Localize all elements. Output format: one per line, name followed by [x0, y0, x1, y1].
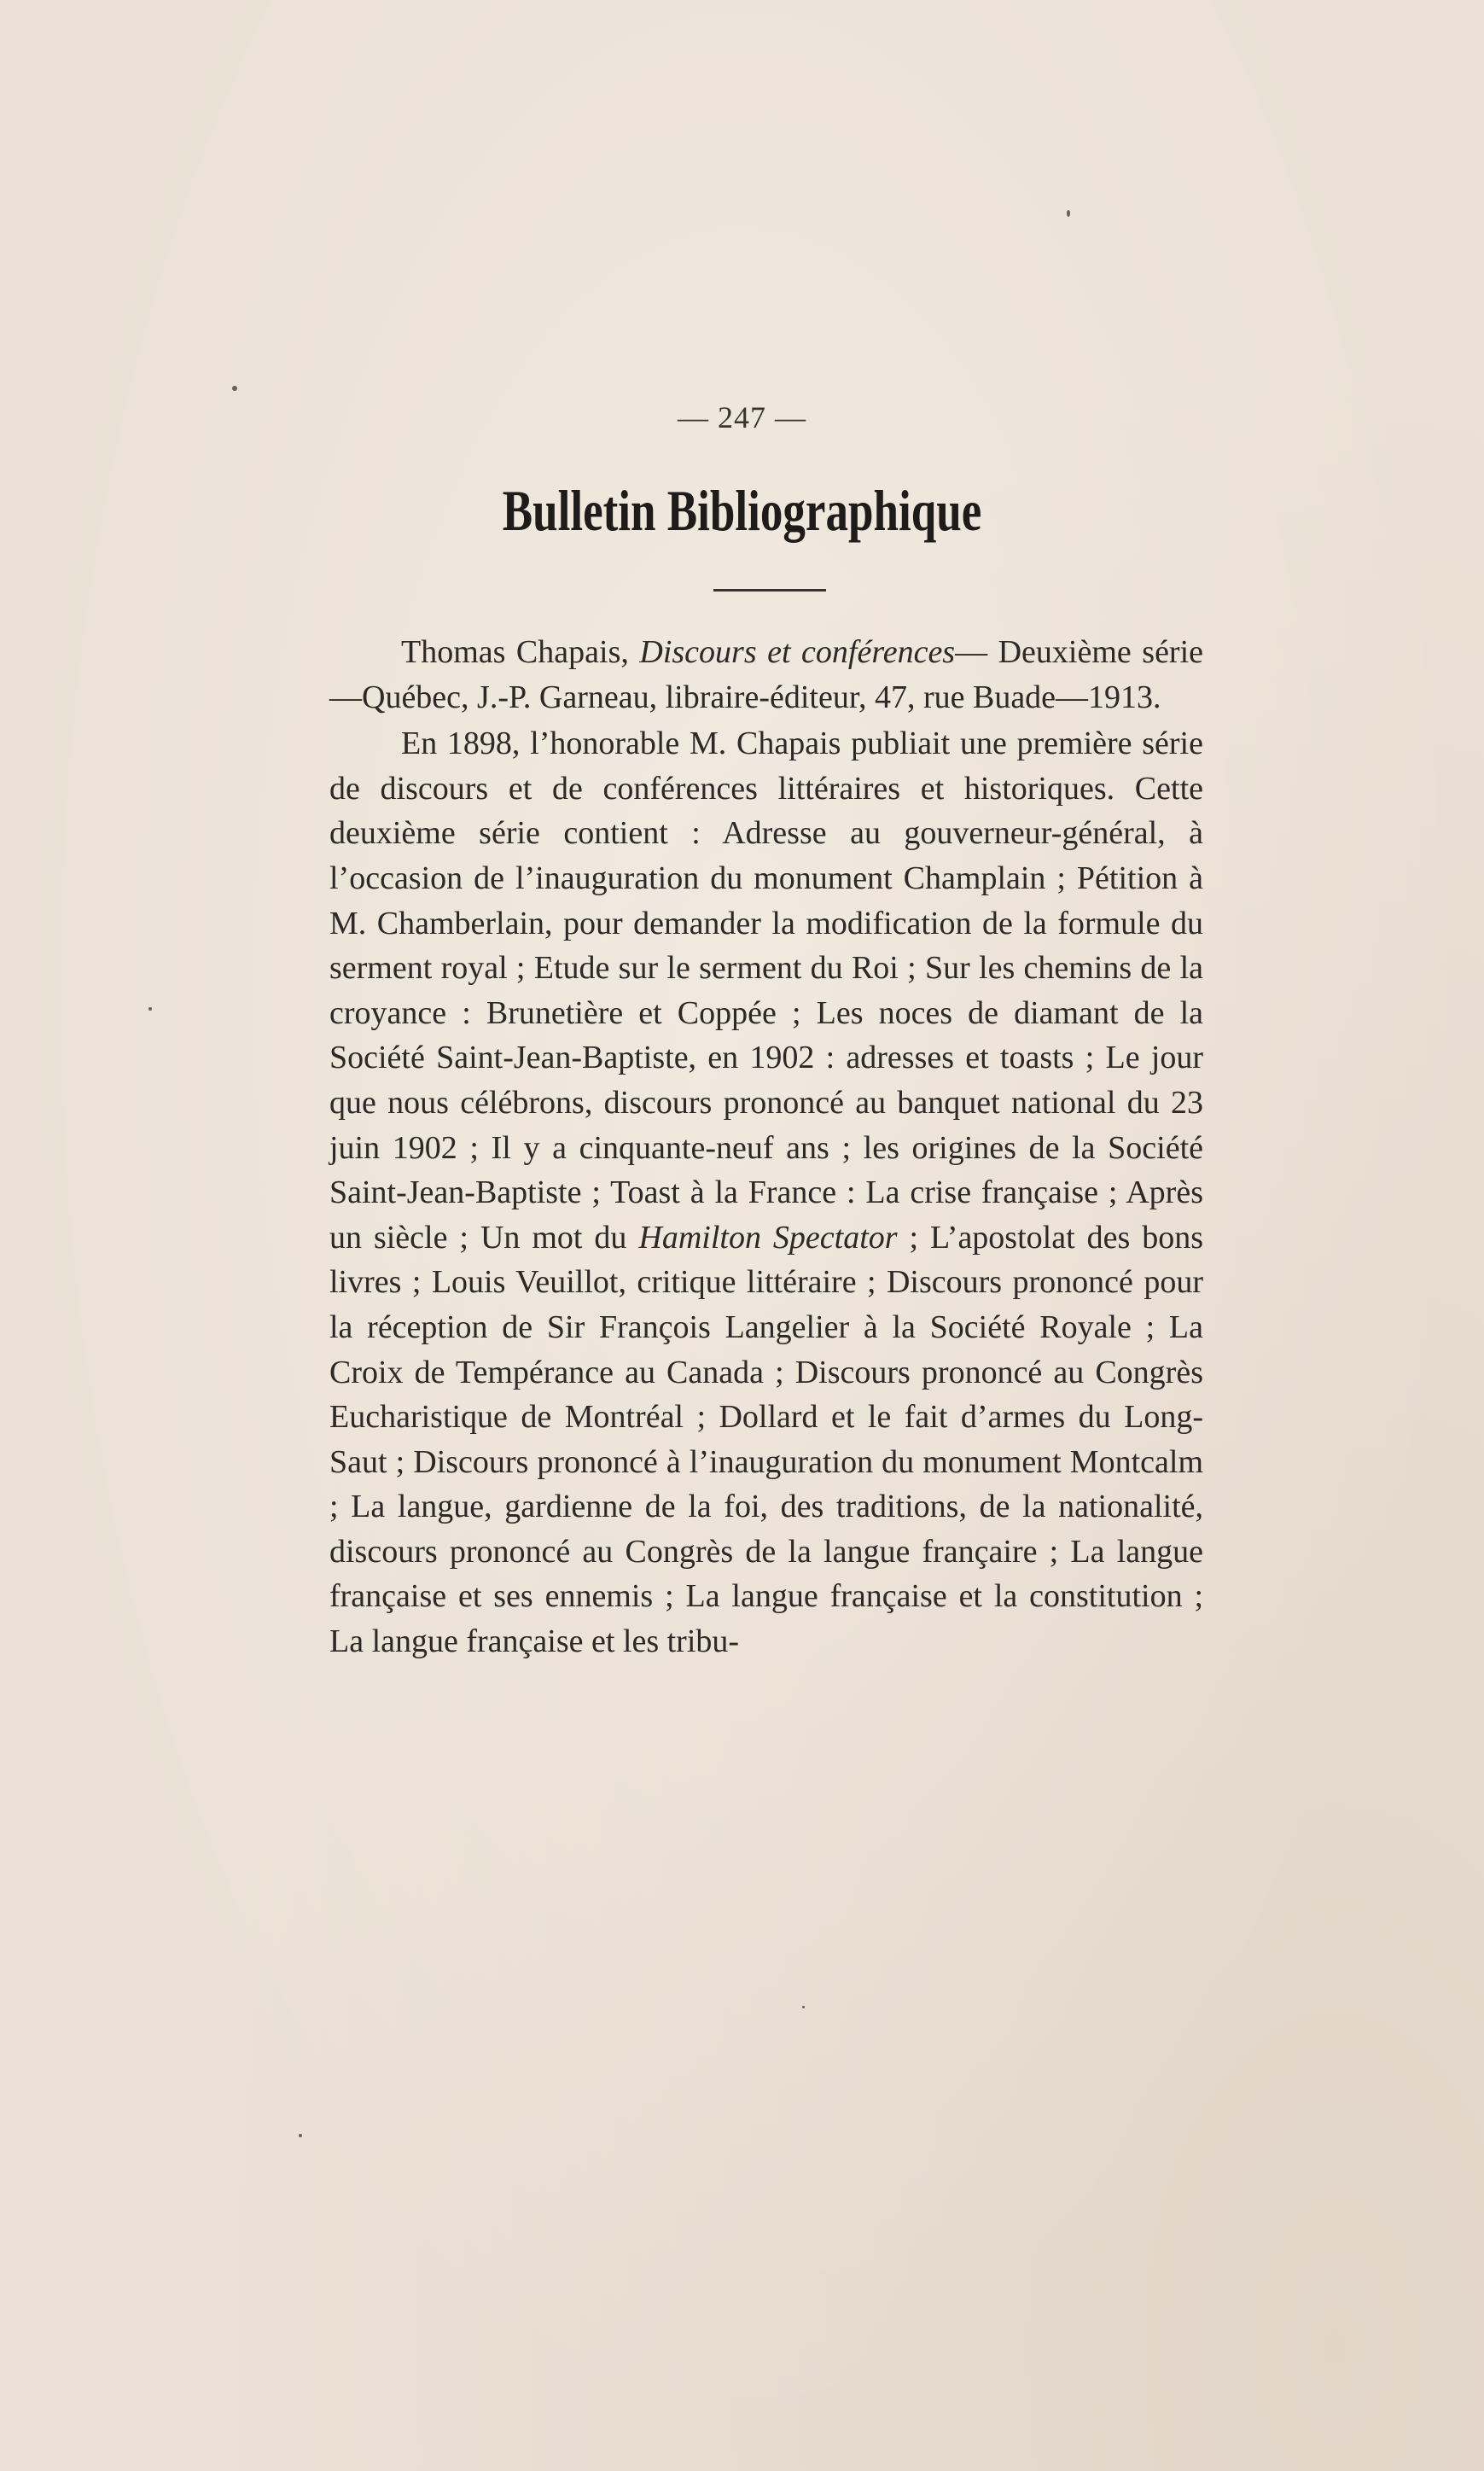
description-text-1: En 1898, l’honorable M. Chapais publiait une première série de discours et de conférences littéraires et historiques. Cette deuxième série contient : Adresse au gouverneur-général, à l’occasion de l’inauguration du monument Champlain ; Pétition à M. Chamberlain, pour demander la modification de la formule du serment royal ; Etude sur le serment du Roi ; Sur les chemins de la croyance : Brunetière et Coppée ; Les noces de diamant de la Société Saint-Jean-Baptiste, en 1902 : adresses et toasts ; Le jour que nous célébrons, discours prononcé au banquet national du 23 juin 1902 ; Il y a cinquante-neuf ans ; les origines de la Société Saint-Jean-Baptiste ; Toast à la France : La crise française ; Après un siècle ; Un mot du — [329, 726, 1203, 1256]
body-text — [329, 630, 1203, 1666]
citation-paragraph — [329, 630, 1203, 720]
citation-title: Discours et conférences — [639, 634, 956, 670]
description-italic-title: Hamilton Spectator — [638, 1219, 898, 1256]
paper-speck — [232, 386, 237, 391]
heading-rule — [713, 589, 826, 592]
description-text-2: ; L’apostolat des bons livres ; Louis Veuillot, critique littéraire ; Discours prononcé pour la réception de Sir François Langelier à la Société Royale ; La Croix de Tempérance au Canada ; Discours prononcé au Congrès Eucharistique de Montréal ; Dollard et le fait d’armes du Long-Saut ; Discours prononcé à l’inauguration du monument Montcalm ; La langue, gardienne de la foi, des traditions, de la nationalité, discours prononcé au Congrès de la langue françaire ; La langue française et ses ennemis ; La langue française et la constitution ; La langue française et les tribu- — [329, 1219, 1204, 1660]
description-paragraph — [329, 721, 1203, 1664]
citation-author: Thomas Chapais, — [401, 634, 629, 670]
paper-speck — [1067, 210, 1070, 217]
paper-speck — [802, 2006, 805, 2008]
page-heading: Bulletin Bibliographique — [502, 478, 982, 543]
paper-speck — [299, 2134, 302, 2137]
paper-speck — [148, 1007, 152, 1011]
citation-imprint: — Deuxième série—Québec, J.-P. Garneau, libraire-éditeur, 47, rue Buade—1913. — [329, 634, 1204, 715]
page-number: — 247 — — [678, 400, 806, 434]
